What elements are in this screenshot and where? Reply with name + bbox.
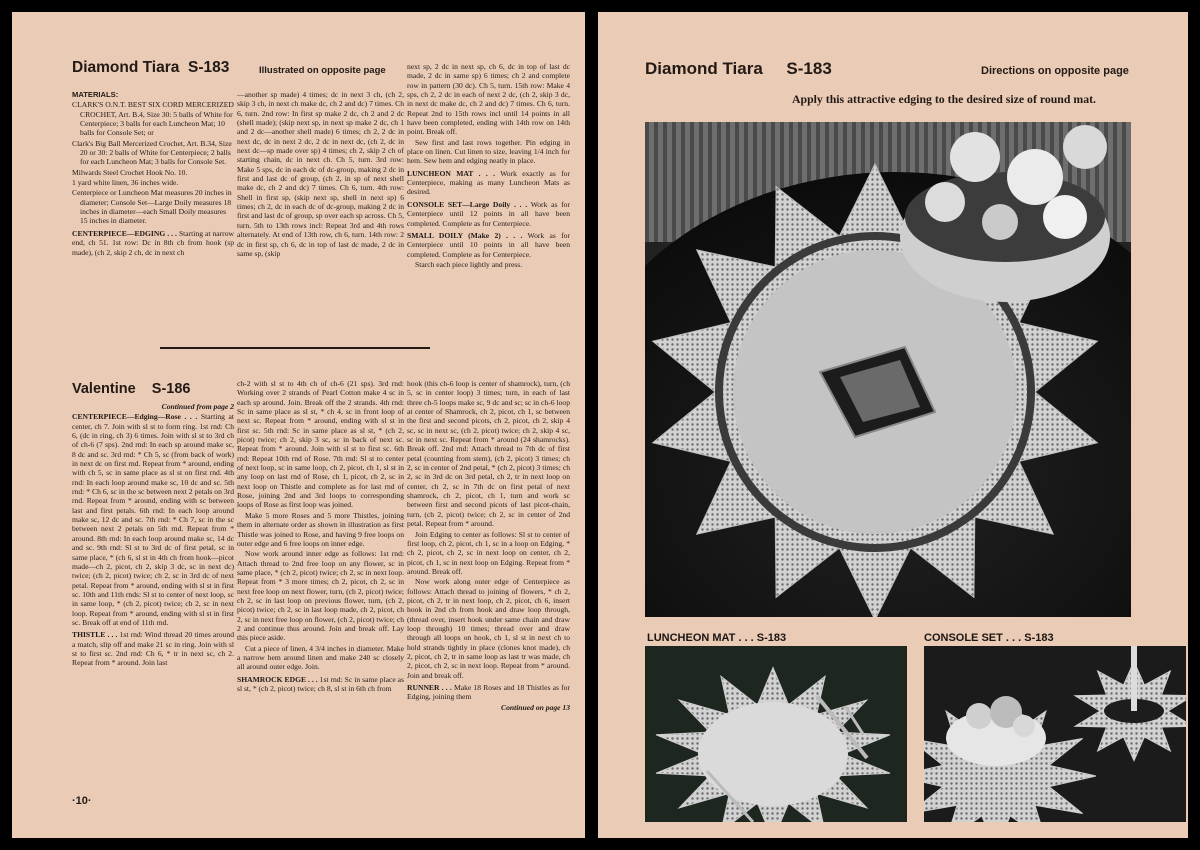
rose-body: Starting at center, ch 7. Join with sl st to form ring. 1st rnd: Ch 6, (dc in ring, ch 3) 6 times. Join with sl st to 3rd ch of ch-6 (7 sps). 2nd rnd: In each sp around make sc, 8 dc and sc. 3rd rnd: * Ch 5, sc (from back of work) in next dc on first rnd. Repeat from * around, ending with ch 5, sc in same place as sl st on first rnd. 4th rnd: In each loop around make sc, 10 dc and sc. 5th rnd: * Ch 6, sc in the sc between next 2 petals on 3rd rnd. Repeat from * around, ending with sc between last and first petals. 6th rnd: In each loop around make sc, 12 dc and sc. 7th rnd: * Ch 7, sc in the sc between next 2 petals on 5th rnd. Repeat from * around. 8th rnd: In each loop around make sc, 14 dc and sc. 9th rnd: Sl st to 3rd dc of first petal, sc in same place, * (ch 6, sl st in 4th ch from hook—picot made—ch 2, picot, ch 2, skip 3 dc, sc in next dc) twice; (ch 2, picot) twice; ch 2, sc in 3rd dc of next petal. Repeat from * around, ending with sl st in first sc. 10th and 11th rnds: Sl st to center of next loop, sc in same loop, * (ch 2, picot) twice; ch 2, sc in next loop. Repeat from * around, ending with sl st in first sc. Break off at end of 11th rnd. <box>72 412 234 627</box>
measure-text: Centerpiece or Luncheon Mat measures 20 inches in diameter; Console Set—Large Doily measures 18 inches in diameter—each Small Doily measures 15 inches in diameter. <box>72 188 232 226</box>
edging-heading: CENTERPIECE—EDGING . . . <box>72 228 177 238</box>
instructions-text: Now work along outer edge of Centerpiece as follows: Attach thread to joining of flowers, * ch 2, picot, ch 2, tr in next loop, ch 2, picot, ch 6, insert hook in 2nd ch from hook and draw loop through, (thread over, insert hook under same chain and draw loop through) 10 times; thread over and draw through all loops on hook, ch 1, sl st in next ch to hold strands tightly in place (clones knot made), ch 2, picot, ch 2, tr in same loop as last tr was made, ch 2, picot, ch 2, sc in next loop. Repeat from * around. Join and break off. <box>407 577 570 680</box>
thistle-body: 1st rnd: Wind thread 20 times around a match, slip off and make 21 sc in ring. Join with sl st to first sc. 2nd rnd: Ch 6, * tr in next sc, ch 2. Repeat from * around. Join last <box>72 630 234 668</box>
subtitle: Apply this attractive edging to the desired size of round mat. <box>792 92 1096 106</box>
material-item: 1 yard white linen, 36 inches wide. <box>72 178 179 188</box>
runner-body: Make 18 Roses and 18 Thistles as for Edging, joining them <box>407 683 570 702</box>
starch-text: Starch each piece lightly and press. <box>415 259 523 269</box>
console-heading: CONSOLE SET—Large Doily . . . <box>407 199 528 209</box>
valentine-col-2 <box>237 379 404 694</box>
edging-body: Starting at narrow end, ch 51. 1st row: Dc in 8th ch from hook (sp made), (ch 2, skip 2 ch, dc in next ch <box>72 228 234 257</box>
console-body: Work as for Centerpiece until 12 points in all have been completed. Complete as for Centerpiece. <box>407 199 570 228</box>
valentine-col-1 <box>72 402 234 669</box>
diamond-col-3 <box>407 62 570 270</box>
pattern-number: S-186 <box>151 381 191 397</box>
caption-console: CONSOLE SET . . . S-183 <box>924 632 1054 644</box>
material-item: Milwards Steel Crochet Hook No. 10. <box>72 167 188 177</box>
shamrock-body: 1st rnd: Sc in same place as sl st, * (ch 2, picot) twice; ch 8, sl st in 6th ch from <box>237 674 404 693</box>
materials-heading: MATERIALS: <box>72 90 119 99</box>
continued-on: Continued on page 13 <box>501 702 570 712</box>
pattern-name: Valentine <box>72 381 136 397</box>
luncheon-mat-photo <box>645 646 907 822</box>
instructions-text: Cut a piece of linen, 4 3/4 inches in diameter. Make a narrow hem around linen and make 240 sc closely all around outer edge. Join. <box>237 643 404 672</box>
pattern-number: S-183 <box>786 59 832 78</box>
diamond-col-2 <box>237 90 404 259</box>
centerpiece-photo <box>645 122 1131 617</box>
caption-luncheon: LUNCHEON MAT . . . S-183 <box>647 632 787 644</box>
small-doily-heading: SMALL DOILY (Make 2) . . . <box>407 230 523 240</box>
directions-note: Directions on opposite page <box>981 65 1129 77</box>
instructions-text: ch-2 with sl st to 4th ch of ch-6 (21 sps). 3rd rnd: Working over 2 strands of Pearl Cotton make 4 sc in each sp around. Join. Break off the 2 strands. 4th rnd: Sc in same place as sl st, * ch 4, sc in front loop of next sc. Repeat from * around, ending with sl st in first sc. 5th rnd: Sc in same place as sl st, * (ch 2, picot) twice; ch 2, skip 3 sc, sc in back of next sc. Repeat from * around. Join with sl st to first sc. 6th rnd: Repeat 10th rnd of Rose. 7th rnd: Sl st to center of next loop, sc in same loop, ch 2, picot, ch 1, sl st in any loop on last rnd of Rose, ch 1, picot, ch 2, sc in next loop on Thistle and complete as for last rnd of Rose, joining 2nd and 3rd loops to corresponding loops of Rose as first loop was joined. <box>237 379 404 510</box>
instructions-text: Sew first and last rows together. Pin edging in place on linen. Cut linen to size, leaving 1/4 inch for hem. Sew hem and edging neatly in place. <box>407 137 570 166</box>
instructions-text: next sp, 2 dc in next sp, ch 6, dc in top of last dc made, 2 dc in same sp) 6 times; ch 2 and complete row in pattern (30 dc). Ch 5, turn. 15th row: Make 4 sps, ch 2, 2 dc in each of next 2 dc, (ch 2, skip 3 dc, in next dc make dc, ch 2 and dc) 7 times. Ch 6, turn. Repeat 2nd to 15th rows incl until 14 points in all have been completed, ending with 14th row on 14th point. Break off. <box>407 62 570 137</box>
continued-from: Continued from page 2 <box>161 402 234 411</box>
luncheon-mat-illustration <box>645 646 907 822</box>
material-item: Clark's Big Ball Mercerized Crochet, Art. B.34, Size 20 or 30: 2 balls of White for Centerpiece; 2 balls for each Luncheon Mat; 3 balls for Console Set. <box>72 138 232 167</box>
pattern-name: Diamond Tiara <box>72 59 180 76</box>
instructions-text: Now work around inner edge as follows: 1st rnd: Attach thread to 2nd free loop on any flower, sc in same place, * (ch 2, picot) twice; ch 2, sc in next loop. Repeat from * 3 more times; ch 2, picot, ch 2, sc in next free loop on next flower, turn, (ch 2, picot) twice; ch 2, sc in last loop on previous flower, turn, (ch 2, picot) twice; ch 2, sc in last loop made, ch 2, picot, ch 2, sc in next free loop on flower, (ch 2, picot) twice; ch 2 and continue thus around. Join and break off. Lay this piece aside. <box>237 549 404 643</box>
diamond-tiara-title <box>72 59 229 77</box>
candlestick <box>1131 646 1137 711</box>
console-set-photo <box>924 646 1186 822</box>
valentine-col-3 <box>407 379 570 713</box>
shamrock-heading: SHAMROCK EDGE . . . <box>237 674 318 684</box>
illustrated-note: Illustrated on opposite page <box>259 65 386 76</box>
pattern-number: S-183 <box>188 59 230 76</box>
left-page <box>12 12 585 838</box>
material-item: CLARK'S O.N.T. BEST SIX CORD MERCERIZED CROCHET, Art. B.4, Size 30: 5 balls of White for Centerpiece; 3 balls for each Luncheon Mat; 10 balls for Console Set; or <box>72 100 234 138</box>
diamond-col-1 <box>72 90 234 258</box>
rose-heading: CENTERPIECE—Edging—Rose . . . <box>72 412 198 422</box>
console-set-illustration <box>924 646 1186 822</box>
section-divider <box>160 347 430 349</box>
runner-heading: RUNNER . . . <box>407 683 452 692</box>
right-page-title <box>645 59 832 79</box>
instructions-text: Join Edging to center as follows: Sl st to center of first loop, ch 2, picot, ch 1, sc in a loop on Edging, * ch 2, picot, ch 2, sc in next loop on center, ch 2, picot, ch 1, sc in next loop on Edging. Repeat from * around. Break off. <box>407 529 570 576</box>
page-number: ·10· <box>72 795 92 807</box>
centerpiece-illustration <box>645 122 1131 617</box>
luncheon-heading: LUNCHEON MAT . . . <box>407 168 495 178</box>
instructions-text: hook (this ch-6 loop is center of shamrock), turn, (ch 5, sc in center loop) 3 times; turn, in each of last three ch-5 loops make sc, 9 dc and sc; sc in ch-6 loop at center of Shamrock, ch 2, picot, ch 1, sc between the first and second picots, ch 2, picot, ch 2, skip 4 sc, sc in next sc, (ch 2, picot) twice; ch 2, skip 4 sc, sc in next sc. Repeat from * around (24 shamrocks). Break off. 2nd rnd: Attach thread to 7th dc of first petal (counting from stem), (ch 2, picot) 3 times; ch 2, sc in center of 2nd petal, * (ch 2, picot) 3 times; ch 2, sc in 3rd dc on 3rd petal, ch 2, tr in next loop on center, ch 2, sc in 7th dc on first petal of next shamrock, ch 2, picot, ch 1, turn and work sc between first and second picots of last picot-chain, turn, (ch 2, picot) twice; ch 2, sc in center of 2nd petal. Repeat from * around. <box>407 379 570 529</box>
pattern-name: Diamond Tiara <box>645 59 763 78</box>
small-doily-body: Work as for Centerpiece until 10 points in all have been completed. Complete as for Centerpiece. <box>407 230 570 259</box>
instructions-text: Make 5 more Roses and 5 more Thistles, joining them in alternate order as shown in illustration as first Thistle was joined to Rose, and having 9 free loops on outer edge and 6 free loops on inner edge. <box>237 510 404 548</box>
instructions-text: —another sp made) 4 times; dc in next 3 ch, (ch 2, skip 3 ch, in next ch make dc, ch 2 and dc) 7 times. Ch 6, turn. 2nd row: In first sp make 2 dc, ch 2 and 2 dc (shell made); (skip next sp, in next sp make 2 dc, ch 1 and 2 dc—another shell made) 6 times; ch 2, 2 dc in next dc, dc in next 2 dc, 2 dc in next dc, (ch 2, dc in next dc—sp made over sp) 4 times; ch 2, skip 2 ch of starting chain, dc in next ch. Ch 5, turn. 3rd row: Make 5 sps, dc in each dc of dc-group, making 2 dc in first and last dc of group, (ch 2, in sp of next shell make dc, ch 2 and dc) 7 times. Ch 6, turn. 4th row: Shell in first sp, (skip next sp, shell in next sp) 6 times; ch 2, dc in each dc of dc-group, making 2 dc in first and last dc of group, sp over each sp across. Ch 5, turn. 5th to 13th rows incl: Repeat 3rd and 4th rows alternately. At end of 13th row, ch 6, turn. 14th row: 2 dc in first sp, ch 6, dc in top of last dc made, 2 dc in same sp, (skip <box>237 90 404 258</box>
right-page <box>598 12 1188 838</box>
valentine-title <box>72 381 191 397</box>
luncheon-body: Work exactly as for Centerpiece, making as many Luncheon Mats as desired. <box>407 168 571 197</box>
thistle-heading: THISTLE . . . <box>72 630 118 640</box>
